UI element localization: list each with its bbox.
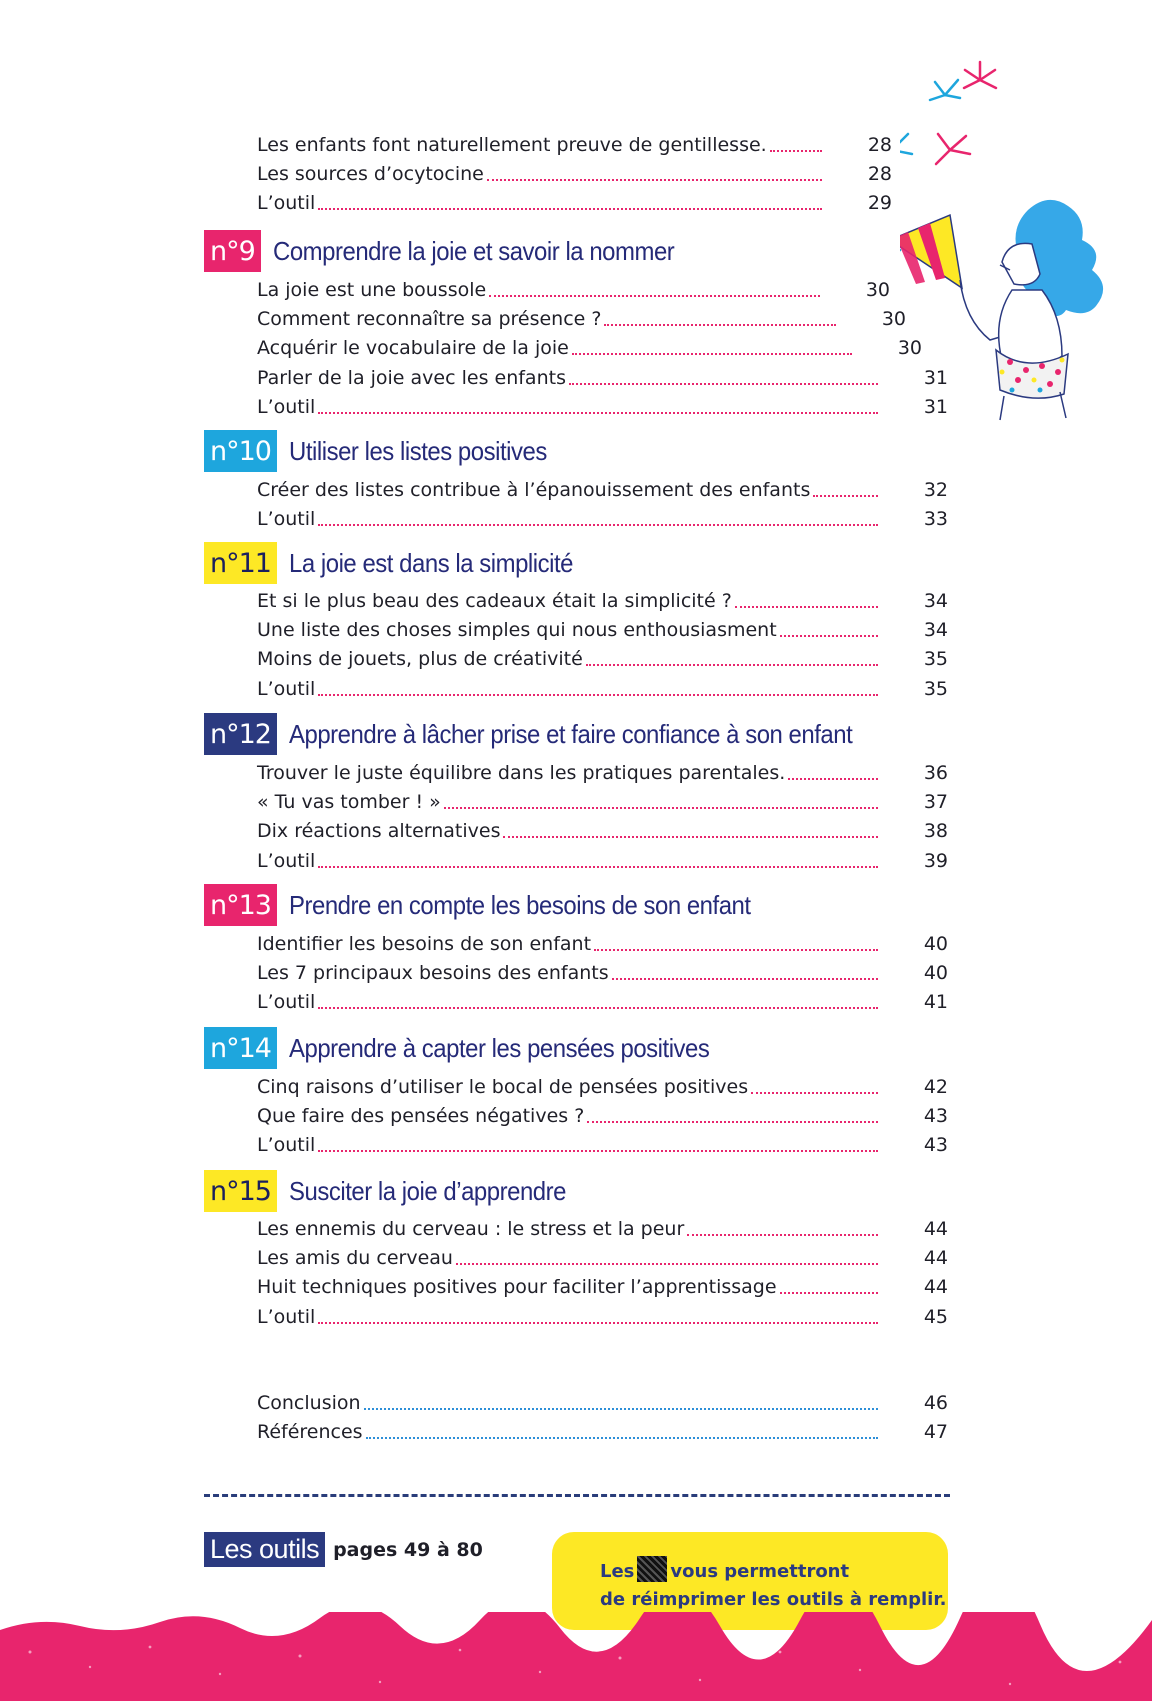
toc-entry-title: Les amis du cerveau [257,1247,453,1270]
toc-entry-title: La joie est une boussole [257,279,487,301]
toc-entry [257,1128,948,1157]
toc-entry-page: 34 [923,619,948,642]
toc-entry-page: 29 [867,192,892,215]
toc-entry-title: Que faire des pensées négatives ? [257,1105,585,1128]
dot-leader [318,409,878,414]
chapter-number-badge: n°13 [204,884,277,926]
toc-entry-page: 44 [923,1247,948,1270]
dot-leader [780,632,878,637]
dot-leader [569,380,878,385]
dot-leader [813,492,878,497]
toc-entry-title: Trouver le juste équilibre dans les pratiques parentales. [257,762,786,784]
dot-leader [687,1231,878,1236]
chapter-number-badge: n°12 [204,713,277,755]
toc-entry-title: L’outil [257,677,316,700]
toc-entry-title: Les enfants font naturellement preuve de gentillesse. [257,134,767,156]
toc-entry [257,157,892,186]
tools-label: Les outils [204,1532,325,1567]
chapter-heading [204,1027,746,1069]
chapter-title: Utiliser les listes positives [288,435,547,466]
note-line1-start: Les [600,1561,635,1582]
dot-leader [587,1118,878,1123]
toc-entry-page: 43 [923,1105,948,1128]
chapter-number-badge: n°10 [204,430,277,472]
toc-entry-page: 40 [923,962,948,985]
toc-entry-title: Cinq raisons d’utiliser le bocal de pensées positives [257,1076,749,1098]
toc-entry [257,302,906,331]
chapter-title: Prendre en compte les besoins de son enfant [288,889,751,920]
dot-leader [318,205,822,210]
toc-entry-title: Et si le plus beau des cadeaux était la simplicité ? [257,590,732,612]
dot-leader [594,946,878,951]
dot-leader [318,1147,878,1152]
toc-entry [257,390,948,418]
toc-entry [257,985,948,1014]
toc-entry-title: Identifier les besoins de son enfant [257,933,592,955]
end-entry [257,1415,948,1444]
dot-leader [318,691,878,696]
toc-entry-page: 46 [923,1392,948,1414]
chapter-number-badge: n°11 [204,542,277,584]
toc-entry-page: 41 [923,991,948,1014]
toc-entry-title: L’outil [257,849,316,872]
tools-reference [204,1532,483,1567]
toc-entry [257,756,948,784]
chapter-heading [204,1170,590,1212]
toc-entry-title: Les ennemis du cerveau : le stress et la peur [257,1218,685,1240]
chapter-title: La joie est dans la simplicité [288,547,573,578]
toc-entry-page: 32 [923,479,948,501]
toc-entry-title: Références [257,1421,363,1444]
toc-entry-title: Comment reconnaître sa présence ? [257,308,602,331]
toc-entry-page: 30 [865,279,890,301]
dot-leader [788,775,878,780]
note-line2: de réimprimer les outils à remplir. [600,1589,947,1610]
dot-leader [444,804,878,809]
dot-leader [318,521,878,526]
toc-entry-page: 31 [923,366,948,389]
dot-leader [572,350,852,355]
chapter-title: Apprendre à capter les pensées positives [288,1032,710,1063]
toc-entry-page: 45 [923,1305,948,1328]
toc-entry-title: Parler de la joie avec les enfants [257,366,566,389]
dot-leader [612,975,878,980]
toc-entry-page: 35 [923,677,948,700]
toc-entry-title: L’outil [257,192,316,215]
dot-leader [318,863,878,868]
toc-entry [257,1212,948,1240]
toc-entry [257,613,948,642]
chapter-heading [204,430,569,472]
dot-leader [364,1405,878,1410]
toc-entry-title: L’outil [257,1305,316,1328]
toc-entry [257,331,922,360]
toc-entry-page: 47 [923,1421,948,1444]
toc-entry [257,584,948,612]
dot-leader [751,1089,878,1094]
chapter-number-badge: n°9 [204,230,261,272]
dot-leader [487,176,822,181]
toc-entry-page: 30 [881,308,906,331]
toc-entry [257,927,948,955]
chapter-number-badge: n°15 [204,1170,277,1212]
tools-pages: pages 49 à 80 [333,1538,483,1561]
toc-entry-title: Une liste des choses simples qui nous enthousiasment [257,619,777,642]
toc-entry-title: Acquérir le vocabulaire de la joie [257,337,569,360]
chapter-heading [204,884,791,926]
dot-leader [503,833,878,838]
note-line1-end: vous permettront [670,1561,850,1582]
dot-leader [456,1260,878,1265]
dot-leader [318,1004,878,1009]
dot-leader [366,1434,878,1439]
toc-entry [257,186,892,215]
toc-entry-title: L’outil [257,1134,316,1157]
pink-brush-band [0,1612,1152,1701]
toc-entry-title: Dix réactions alternatives [257,820,501,843]
chapter-number-badge: n°14 [204,1027,277,1069]
end-entry [257,1386,948,1414]
toc-entry-title: Moins de jouets, plus de créativité [257,648,583,671]
toc-entry-page: 43 [923,1134,948,1157]
toc-entry [257,1241,948,1270]
toc-entry [257,814,948,843]
toc-entry [257,1270,948,1299]
toc-entry-page: 30 [897,337,922,360]
toc-entry-title: Les sources d’ocytocine [257,163,484,186]
toc-entry [257,1070,948,1098]
dot-leader [489,292,820,297]
toc-entry [257,128,892,156]
dot-leader [604,321,836,326]
toc-entry-page: 37 [923,791,948,814]
girl-figure-icon [960,200,1103,420]
toc-entry-title: Huit techniques positives pour faciliter l’apprentissage [257,1276,777,1299]
toc-entry-page: 34 [923,590,948,612]
toc-entry-page: 28 [867,134,892,156]
toc-entry-title: L’outil [257,991,316,1014]
toc-entry [257,1099,948,1128]
toc-entry-page: 40 [923,933,948,955]
page-number: 3 [1072,1636,1092,1674]
toc-entry [257,672,948,700]
chapter-title: Susciter la joie d’apprendre [288,1175,566,1206]
toc-entry-title: Les 7 principaux besoins des enfants [257,962,609,985]
section-divider [204,1494,950,1497]
toc-entry-page: 42 [923,1076,948,1098]
toc-entry-title: L’outil [257,395,316,418]
dot-leader [318,1319,878,1324]
toc-entry [257,1300,948,1328]
chapter-title: Apprendre à lâcher prise et faire confiance à son enfant [288,718,853,749]
toc-entry-page: 28 [867,163,892,186]
toc-entry-page: 31 [923,395,948,418]
dot-leader [780,1289,878,1294]
toc-entry-title: L’outil [257,508,316,531]
toc-entry [257,361,948,389]
chapter-heading [204,230,709,272]
chapter-heading [204,542,598,584]
toc-entry [257,844,948,872]
qr-code-icon [637,1556,667,1582]
toc-entry-page: 44 [923,1276,948,1299]
dot-leader [735,603,878,608]
toc-entry-page: 35 [923,648,948,671]
toc-entry-page: 39 [923,849,948,872]
toc-entry [257,642,948,671]
toc-entry [257,273,890,301]
toc-entry-title: Créer des listes contribue à l’épanouissement des enfants [257,479,811,501]
toc-entry-page: 33 [923,508,948,531]
party-horn-icon [900,215,962,288]
toc-entry [257,473,948,501]
toc-entry-page: 44 [923,1218,948,1240]
dot-leader [586,661,878,666]
toc-entry [257,956,948,985]
toc-entry [257,785,948,814]
toc-entry-page: 38 [923,820,948,843]
toc-entry-title: « Tu vas tomber ! » [257,791,441,814]
party-girl-illustration [900,50,1110,440]
toc-entry-page: 36 [923,762,948,784]
chapter-heading [204,713,901,755]
toc-entry [257,502,948,531]
chapter-title: Comprendre la joie et savoir la nommer [272,235,675,266]
toc-entry-title: Conclusion [257,1392,361,1414]
dot-leader [770,147,822,152]
